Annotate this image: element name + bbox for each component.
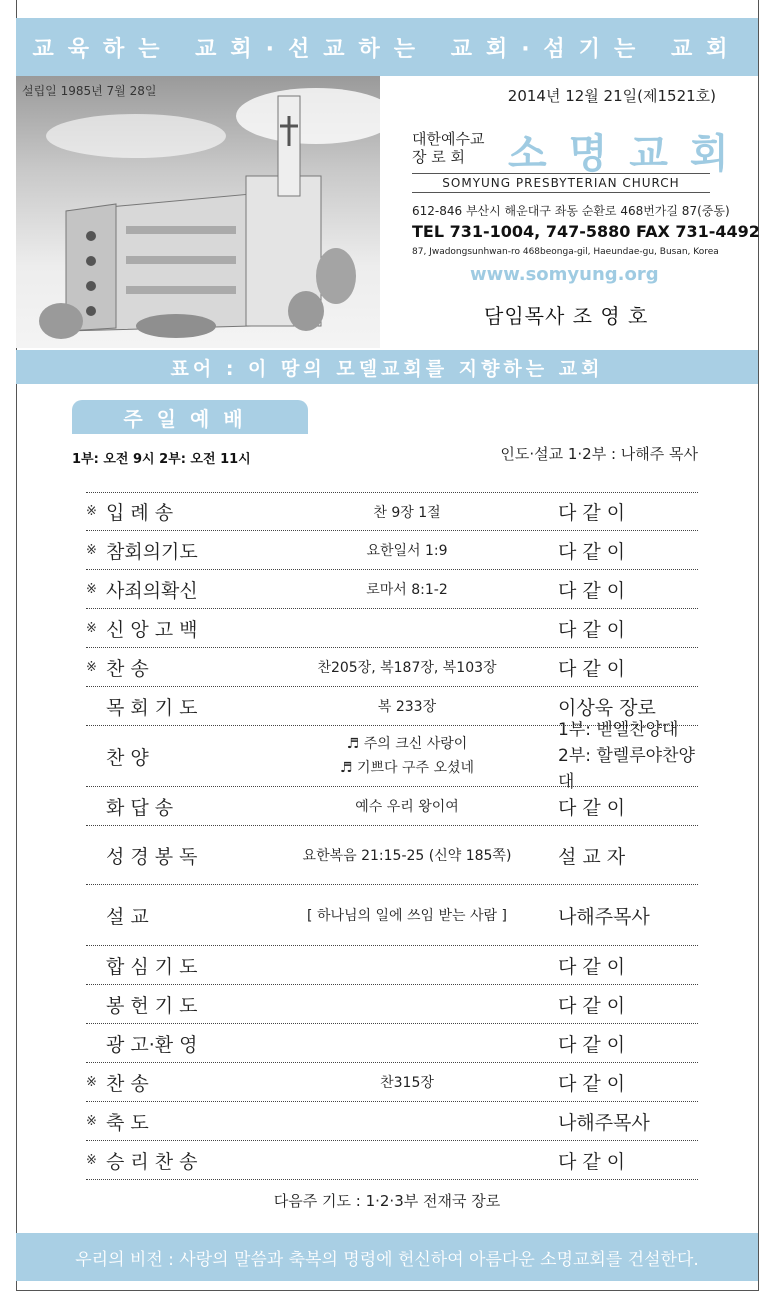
order-leader: 다 같 이 (558, 579, 626, 602)
order-row (86, 493, 698, 531)
order-leader: 다 같 이 (558, 1033, 626, 1056)
address-english: 87, Jwadongsunhwan-ro 468beonga-gil, Haeundae-gu, Busan, Korea (412, 247, 719, 257)
order-row (86, 885, 698, 946)
order-title: 승 리 찬 송 (106, 1150, 198, 1173)
order-row (86, 720, 698, 792)
order-row (86, 609, 698, 648)
order-leader: 다 같 이 (558, 540, 626, 563)
order-row (86, 1141, 698, 1180)
order-row (86, 531, 698, 570)
service-times: 1부: 오전 9시 2부: 오전 11시 (72, 452, 251, 467)
church-name: 소명교회 (508, 131, 751, 177)
order-item: 찬315장 (380, 1075, 434, 1091)
website-link[interactable]: www.somyung.org (470, 264, 659, 285)
hymn-2: ♬ 기쁘다 구주 오셨네 (339, 760, 475, 776)
next-week-prayer: 다음주 기도 : 1·2·3부 전재국 장로 (273, 1192, 501, 1210)
order-row (86, 985, 698, 1024)
order-title: 성 경 봉 독 (106, 845, 198, 868)
order-title: 참회의기도 (106, 540, 198, 563)
order-leader: 다 같 이 (558, 502, 626, 524)
order-row (86, 946, 698, 985)
order-leader: 이상욱 장로 (558, 696, 656, 719)
standing-mark: ※ (86, 1074, 97, 1090)
order-item: 찬 9장 1절 (373, 504, 441, 521)
order-title: 찬 송 (106, 1072, 149, 1095)
order-leader: 다 같 이 (558, 955, 626, 978)
order-item: 복 233장 (377, 699, 437, 715)
order-title: 찬 양 (106, 746, 149, 769)
order-title: 목 회 기 도 (106, 696, 198, 719)
sermon-title: [ 하나님의 일에 쓰임 받는 사람 ] (307, 908, 507, 924)
order-leader: 다 같 이 (558, 796, 626, 819)
issue-date: 2014년 12월 21일(제1521호) (507, 87, 716, 105)
church-illustration (16, 76, 380, 348)
motto-band: 표어 : 이 땅의 모델교회를 지향하는 교회 (16, 350, 758, 384)
worship-order (86, 492, 698, 1180)
order-item: 찬205장, 복187장, 복103장 (317, 660, 497, 676)
order-item: 요한일서 1:9 (366, 543, 448, 559)
order-leader: 다 같 이 (558, 1150, 626, 1173)
denomination (412, 130, 484, 166)
hymn-1: ♬ 주의 크신 사랑이 (346, 736, 468, 752)
standing-mark: ※ (86, 542, 97, 558)
header-band: 교육하는 교회·선교하는 교회·섬기는 교회 (16, 18, 758, 76)
order-title: 화 답 송 (106, 796, 174, 819)
order-item: 예수 우리 왕이여 (355, 799, 459, 815)
order-row (86, 1024, 698, 1063)
order-title: 사죄의확신 (106, 579, 198, 602)
senior-pastor: 담임목사 조 영 호 (484, 304, 649, 328)
founded-date: 설립일 1985년 7월 28일 (22, 84, 157, 98)
vision-band: 우리의 비전 : 사랑의 말씀과 축복의 명령에 헌신하여 아름다운 소명교회를 건설한다. (16, 1233, 758, 1281)
standing-mark: ※ (86, 1113, 97, 1129)
order-title: 입 례 송 (106, 502, 174, 524)
church-building-photo (16, 76, 380, 348)
denomination-line-1: 대한예수교 (412, 130, 485, 148)
order-row (86, 1102, 698, 1141)
order-leader: 설 교 자 (558, 845, 626, 868)
order-leader: 다 같 이 (558, 1072, 626, 1095)
order-title: 합 심 기 도 (106, 955, 198, 978)
church-english-name: SOMYUNG PRESBYTERIAN CHURCH (412, 173, 710, 193)
order-leader: 다 같 이 (558, 657, 626, 680)
order-title: 광 고·환 영 (106, 1033, 198, 1056)
order-leader: 다 같 이 (558, 994, 626, 1017)
order-leader: 다 같 이 (558, 618, 626, 641)
section-title: 주일예배 (72, 400, 308, 434)
order-title: 봉 헌 기 도 (106, 994, 198, 1017)
order-row (86, 1063, 698, 1102)
order-title: 신 앙 고 백 (106, 618, 198, 641)
order-row (86, 826, 698, 885)
service-leader: 인도·설교 1·2부 : 나해주 목사 (500, 445, 698, 463)
order-item: 요한복음 21:15-25 (신약 185쪽) (302, 848, 512, 864)
order-row (86, 570, 698, 609)
order-title: 축 도 (106, 1111, 149, 1134)
order-leader (558, 717, 698, 795)
order-leader: 나해주목사 (558, 1111, 650, 1134)
standing-mark: ※ (86, 620, 97, 636)
choir-1: 1부: 벧엘찬양대 (558, 720, 679, 740)
standing-mark: ※ (86, 659, 97, 675)
standing-mark: ※ (86, 504, 97, 519)
order-item (256, 732, 558, 780)
standing-mark: ※ (86, 581, 97, 597)
order-title: 찬 송 (106, 657, 149, 680)
standing-mark: ※ (86, 1152, 97, 1168)
order-row (86, 787, 698, 826)
address-korean: 612-846 부산시 해운대구 좌동 순환로 468번가길 87(중동) (412, 204, 730, 218)
order-leader: 나해주목사 (558, 905, 650, 928)
denomination-line-2: 장 로 회 (412, 148, 466, 166)
order-row (86, 648, 698, 687)
telephone: TEL 731-1004, 747-5880 FAX 731-4492 (412, 222, 760, 241)
order-item: 로마서 8:1-2 (366, 582, 448, 598)
order-title: 설 교 (106, 905, 149, 928)
choir-2: 2부: 할렐루야찬양대 (558, 746, 695, 792)
